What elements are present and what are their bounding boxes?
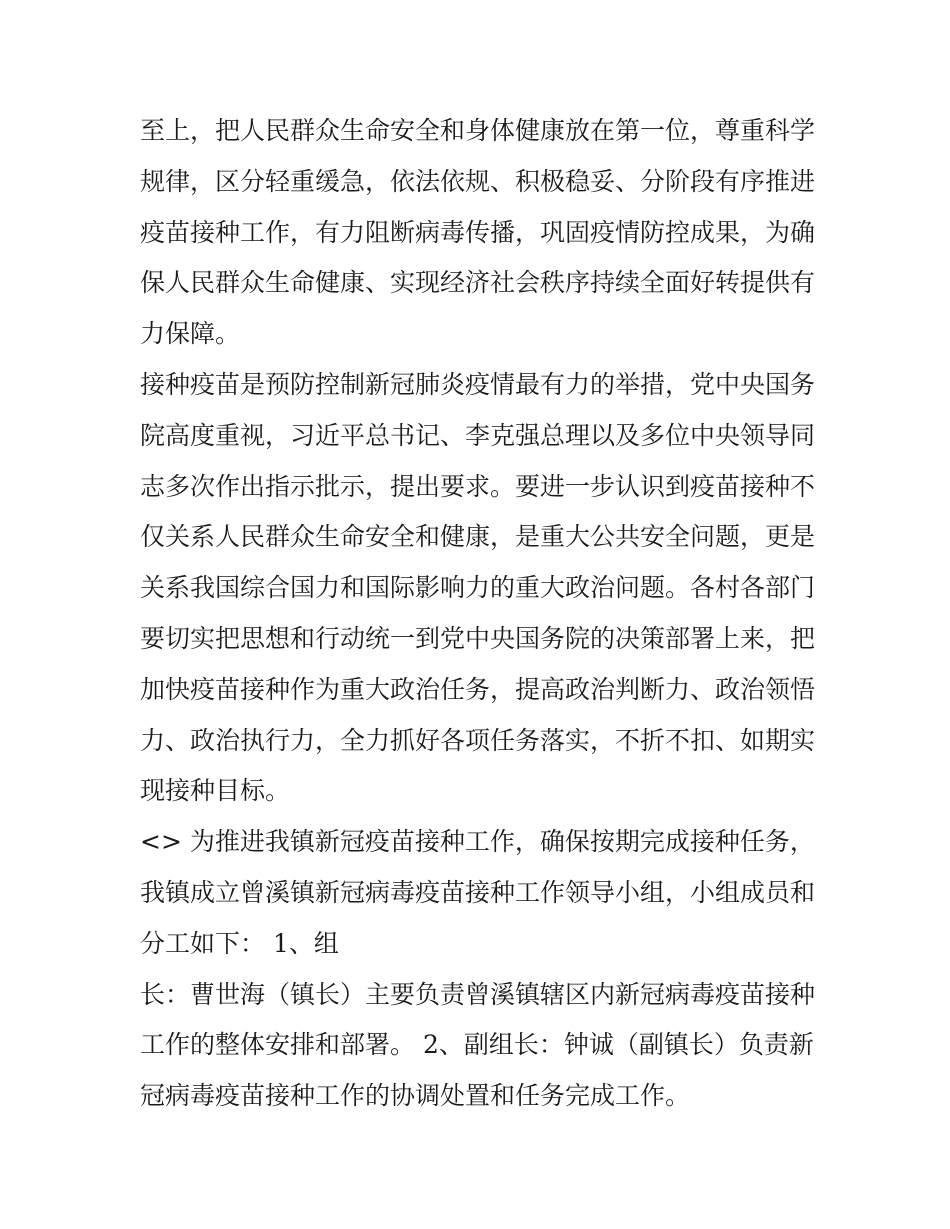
text-line: 疫苗接种工作，有力阻断病毒传播，巩固疫情防控成果，为确 <box>140 217 816 247</box>
text-line: 接种疫苗是预防控制新冠肺炎疫情最有力的举措，党中央国务 <box>140 369 816 399</box>
text-line: 保人民群众生命健康、实现经济社会秩序持续全面好转提供有 <box>140 268 816 298</box>
document-body <box>140 106 816 1122</box>
text-line: 我镇成立曾溪镇新冠病毒疫苗接种工作领导小组，小组成员和 <box>140 877 816 907</box>
text-line: 要切实把思想和行动统一到党中央国务院的决策部署上来，把 <box>140 623 816 653</box>
text-line: <> 为推进我镇新冠疫苗接种工作，确保按期完成接种任务， <box>140 827 815 857</box>
text-line: 志多次作出指示批示，提出要求。要进一步认识到疫苗接种不 <box>140 471 816 501</box>
text-line: 仅关系人民群众生命安全和健康，是重大公共安全问题，更是 <box>140 522 816 552</box>
text-line: 分工如下： 1、组 <box>140 928 339 958</box>
text-line: 加快疫苗接种作为重大政治任务，提高政治判断力、政治领悟 <box>140 674 816 704</box>
text-line: 冠病毒疫苗接种工作的协调处置和任务完成工作。 <box>140 1081 691 1111</box>
text-line: 院高度重视，习近平总书记、李克强总理以及多位中央领导同 <box>140 420 816 450</box>
text-line: 力、政治执行力，全力抓好各项任务落实，不折不扣、如期实 <box>140 725 816 755</box>
text-line: 力保障。 <box>140 319 241 349</box>
text-line: 现接种目标。 <box>140 776 291 806</box>
text-line: 长：曹世海（镇长）主要负责曾溪镇辖区内新冠病毒疫苗接种 <box>140 979 816 1009</box>
text-line: 规律，区分轻重缓急，依法依规、积极稳妥、分阶段有序推进 <box>140 166 816 196</box>
text-line: 至上，把人民群众生命安全和身体健康放在第一位，尊重科学 <box>140 116 816 145</box>
text-line: 工作的整体安排和部署。 2、副组长：钟诚（副镇长）负责新 <box>140 1030 814 1060</box>
text-line: 关系我国综合国力和国际影响力的重大政治问题。各村各部门 <box>140 573 816 603</box>
